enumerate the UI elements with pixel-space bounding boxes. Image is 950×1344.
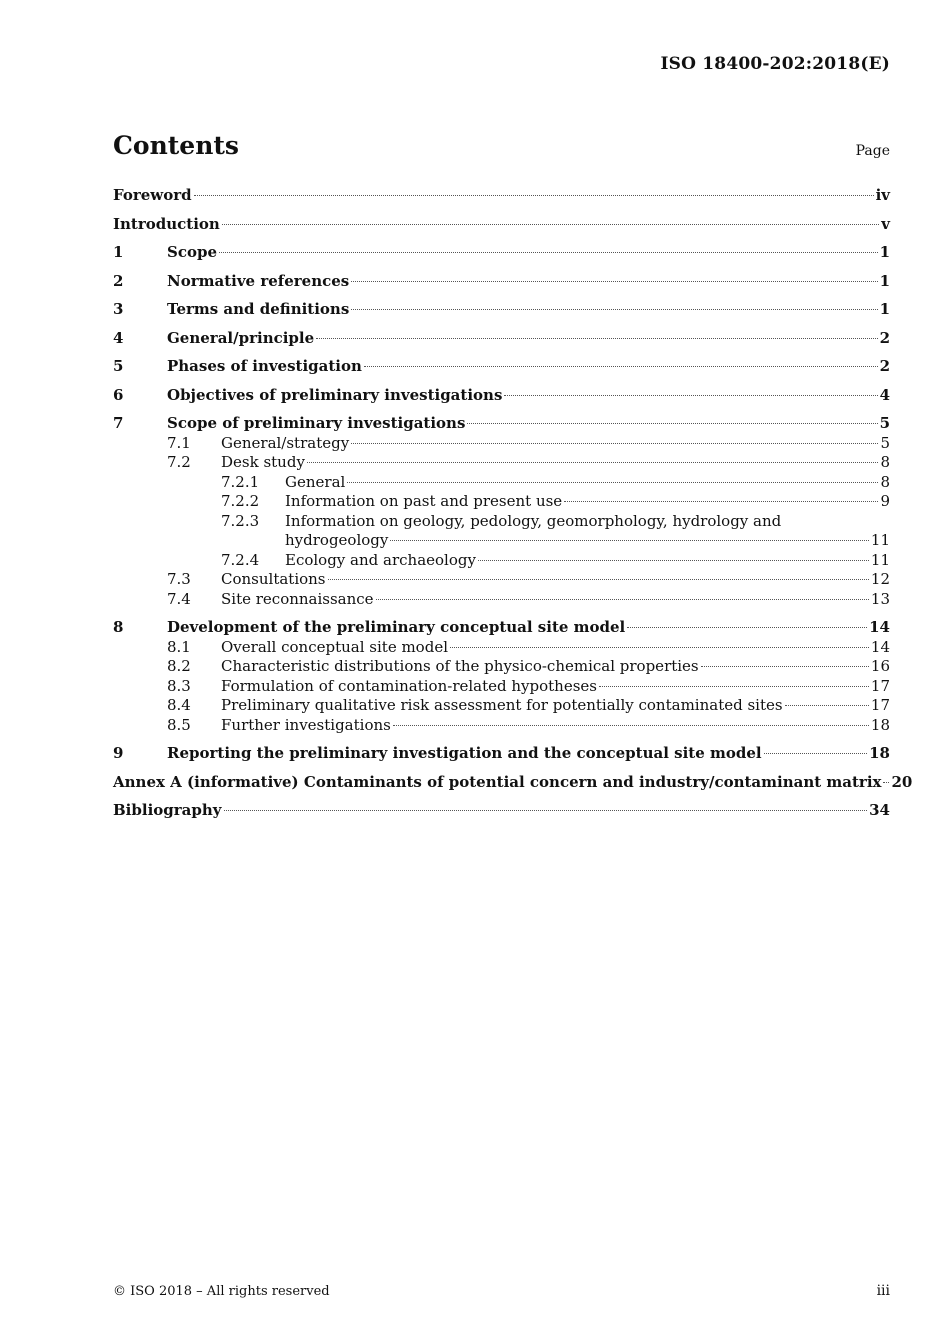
toc-entry-page: iv [875, 186, 890, 204]
toc-entry-page: 12 [870, 570, 890, 588]
toc-entry-title: Bibliography [113, 801, 222, 819]
toc-entry-number: 8.4 [167, 696, 191, 714]
toc-entry-title: Characteristic distributions of the physico-chemical properties [221, 657, 699, 675]
toc-entry[interactable] [113, 186, 890, 206]
page-column-label: Page [855, 143, 890, 159]
toc-entry[interactable] [113, 696, 890, 716]
toc-entry-number: 7.1 [167, 433, 191, 452]
dot-leader [347, 482, 878, 483]
toc-entry[interactable] [113, 744, 890, 764]
toc-entry-title: General/principle [167, 328, 315, 347]
toc-entry[interactable] [113, 453, 890, 473]
toc-entry-number: 7.3 [167, 570, 191, 588]
toc-entry[interactable] [113, 357, 890, 377]
toc-entry-page: 11 [870, 550, 890, 569]
toc-entry-page: 18 [870, 715, 890, 734]
toc-entry[interactable] [113, 772, 913, 793]
toc-entry-page: 17 [870, 696, 890, 714]
toc-entry-number: 7 [113, 414, 124, 432]
page-number: iii [876, 1283, 890, 1299]
dot-leader [219, 252, 878, 253]
dot-leader [764, 753, 868, 754]
toc-entry-page: 14 [869, 618, 890, 636]
dot-leader [328, 579, 869, 580]
toc-entry-number: 4 [113, 328, 124, 347]
toc-entry[interactable] [113, 386, 890, 406]
toc-entry[interactable] [113, 434, 890, 454]
toc-entry-page: 14 [870, 637, 890, 656]
toc-entry-annex-type: (informative) [181, 772, 304, 791]
toc-entry-title: Information on geology, pedology, geomorphology, hydrology and [285, 511, 782, 530]
toc-entry-title: Normative references [167, 271, 350, 290]
copyright-notice: © ISO 2018 – All rights reserved [113, 1284, 330, 1299]
toc-entry-number: 8.5 [167, 715, 191, 734]
dot-leader [504, 395, 877, 396]
toc-entry-title: Introduction [113, 214, 220, 233]
dot-leader [627, 627, 867, 628]
toc-entry-number: 8 [113, 618, 124, 636]
toc-entry-title: Terms and definitions [167, 300, 350, 318]
toc-entry-number: 8.3 [167, 676, 191, 695]
toc-entry-title: Consultations [221, 570, 326, 588]
toc-entry-page: 18 [869, 744, 890, 762]
toc-entry[interactable] [113, 551, 890, 571]
toc-entry-page: 5 [879, 414, 890, 432]
dot-leader [351, 281, 877, 282]
toc-entry-page: 5 [880, 433, 890, 452]
toc-entry-number: 7.2.3 [221, 511, 260, 530]
toc-entry[interactable] [113, 801, 890, 821]
toc-entry-page: 2 [879, 328, 890, 347]
contents-title: Contents [113, 131, 240, 160]
toc-entry-title-continued: hydrogeology [285, 531, 389, 549]
toc-entry-page: 1 [879, 271, 890, 290]
dot-leader [222, 224, 879, 225]
dot-leader [467, 423, 877, 424]
toc-entry-page: 2 [879, 357, 890, 375]
dot-leader [701, 666, 869, 667]
toc-entry[interactable] [113, 570, 890, 590]
toc-entry-title: Annex A [113, 772, 182, 791]
toc-entry-number: 7.2.1 [221, 472, 260, 491]
dot-leader [376, 599, 869, 600]
toc-entry-page: 34 [869, 801, 890, 819]
toc-entry[interactable] [113, 512, 890, 551]
toc-entry-title: Desk study [221, 453, 305, 471]
toc-entry-page: 8 [880, 472, 890, 491]
dot-leader [450, 647, 869, 648]
toc-entry-title: Further investigations [221, 715, 391, 734]
toc-entry-page: 1 [879, 300, 890, 318]
toc-entry-title: Site reconnaissance [221, 589, 374, 608]
toc-entry[interactable] [113, 657, 890, 677]
toc-entry-page: 8 [880, 453, 890, 471]
toc-entry-title: Ecology and archaeology [285, 550, 476, 569]
toc-entry-number: 9 [113, 744, 124, 762]
toc-entry-number: 1 [113, 243, 124, 261]
toc-entry-title: Scope [167, 243, 218, 261]
toc-entry-page: v [881, 214, 890, 233]
dot-leader [785, 705, 869, 706]
toc-entry[interactable] [113, 329, 890, 349]
toc-entry-title: Development of the preliminary conceptual site model [167, 618, 626, 636]
toc-entry-title: General [285, 472, 346, 491]
toc-entry-number: 2 [113, 271, 124, 290]
dot-leader [351, 309, 877, 310]
toc-entry[interactable] [113, 473, 890, 493]
toc-entry-title: Phases of investigation [167, 357, 362, 375]
toc-entry-title: Foreword [113, 186, 192, 204]
dot-leader [364, 366, 878, 367]
toc-entry[interactable] [113, 414, 890, 434]
toc-entry-page: 16 [870, 657, 890, 675]
toc-entry[interactable] [113, 716, 890, 736]
document-id: ISO 18400-202:2018(E) [660, 54, 890, 74]
toc-entry-number: 7.2.2 [221, 492, 260, 510]
toc-entry-title: Objectives of preliminary investigations [167, 385, 503, 404]
toc-entry-page: 9 [880, 492, 890, 510]
toc-entry-title: Overall conceptual site model [221, 637, 448, 656]
toc-entry-page: 4 [879, 385, 890, 404]
toc-entry-number: 7.2 [167, 453, 191, 471]
toc-entry[interactable] [113, 638, 890, 658]
toc-entry-annex-title: Contaminants of potential concern and industry/contaminant matrix [303, 772, 882, 791]
toc-entry-page: 1 [879, 243, 890, 261]
toc-entry-title: General/strategy [221, 433, 350, 452]
dot-leader [316, 338, 877, 339]
toc-entry-page: 17 [870, 676, 890, 695]
toc-entry[interactable] [113, 300, 890, 320]
toc-entry-title: Scope of preliminary investigations [167, 414, 466, 432]
dot-leader [599, 686, 869, 687]
dot-leader [390, 540, 869, 541]
toc-entry-page: 20 [891, 772, 913, 791]
toc-entry[interactable] [113, 492, 890, 512]
toc-entry-number: 5 [113, 357, 124, 375]
toc-entry-title: Information on past and present use [285, 492, 563, 510]
toc-entry-title: Reporting the preliminary investigation and the conceptual site model [167, 744, 762, 762]
toc-entry[interactable] [113, 590, 890, 610]
dot-leader [393, 725, 869, 726]
table-of-contents [113, 186, 913, 821]
toc-entry-title: Formulation of contamination-related hypotheses [221, 676, 597, 695]
dot-leader [307, 462, 879, 463]
toc-entry[interactable] [113, 215, 890, 235]
dot-leader [224, 810, 868, 811]
dot-leader [564, 501, 878, 502]
toc-entry-number: 7.2.4 [221, 550, 260, 569]
toc-entry-number: 7.4 [167, 589, 191, 608]
toc-entry[interactable] [113, 272, 890, 292]
toc-entry-number: 8.2 [167, 657, 191, 675]
toc-entry[interactable] [113, 618, 890, 638]
toc-entry-title: Preliminary qualitative risk assessment for potentially contaminated sites [221, 696, 783, 714]
dot-leader [883, 782, 889, 783]
toc-entry[interactable] [113, 677, 890, 697]
toc-entry-number: 3 [113, 300, 124, 318]
toc-entry[interactable] [113, 243, 890, 263]
toc-entry-page: 11 [870, 531, 890, 549]
toc-entry-page: 13 [870, 589, 890, 608]
dot-leader [351, 443, 878, 444]
dot-leader [478, 560, 869, 561]
toc-entry-number: 8.1 [167, 637, 191, 656]
toc-entry-number: 6 [113, 385, 124, 404]
dot-leader [194, 195, 874, 196]
